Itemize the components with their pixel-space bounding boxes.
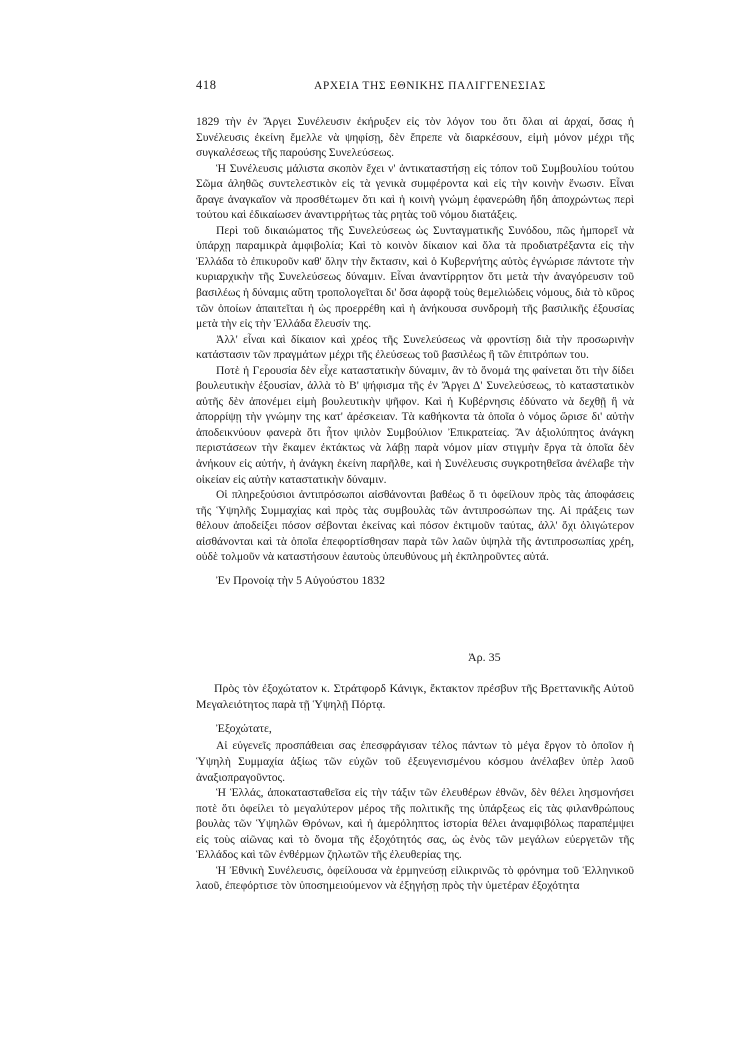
letter-paragraph: Ἡ Ἐθνικὴ Συνέλευσις, ὀφείλουσα νὰ ἑρμηνεύσῃ εἰλικρινῶς τὸ φρόνημα τοῦ Ἑλληνικοῦ λαοῦ, ἐπεφόρτισε τὸν ὑποσημειούμενον νὰ ἐξηγήσῃ πρὸς τὴν ὑμετέραν ἐξοχότητα [196, 863, 634, 893]
paragraph: Ἀλλ' εἶναι καὶ δίκαιον καὶ χρέος τῆς Συνελεύσεως νὰ φροντίσῃ διὰ τὴν προσωρινὴν κατάστασιν τῶν πραγμάτων μέχρι τῆς ἐλεύσεως τοῦ βασιλέως ἢ τῶν ἐπιτρόπων του. [196, 332, 634, 362]
paragraph: Ποτὲ ἡ Γερουσία δὲν εἶχε καταστατικὴν δύναμιν, ἂν τὸ ὄνομά της φαίνεται ὅτι τὴν δίδει βουλευτικὴν ἐξουσίαν, ἀλλὰ τὸ Β' ψήφισμα τῆς ἐν Ἄργει Δ' Συνελεύσεως, τὸ καταστατικὸν αὐτῆς δὲν ἀπονέμει εἰμὴ βουλευτικὴν ψῆφον. Καὶ ἡ Κυβέρνησις ἐδύνατο νὰ δεχθῇ ἢ νὰ ἀπορρίψῃ τὴν γνώμην της κατ' ἀρέσκειαν. Τὰ καθήκοντα τὰ ὁποῖα ὁ νόμος ὥρισε δι' αὐτὴν ἀποδεικνύουν φανερὰ ὅτι ἦτον ψιλὸν Συμβούλιον Ἐπικρατείας. Ἂν ἀξιολύπητος ἀνάγκη περιστάσεων τὴν ἔκαμεν ἐκτάκτως νὰ λάβῃ παρὰ νόμον μίαν στιγμὴν ἔργα τὰ ὁποῖα δὲν ἀνήκουν εἰς αὐτήν, ἡ ἀνάγκη ἐκείνη παρῆλθε, καὶ ἡ Συνέλευσις συγκροτηθεῖσα ἀνέλαβε τὴν οἰκείαν εἰς αὐτὴν καταστατικὴν δύναμιν. [196, 363, 634, 486]
page-header [196, 78, 634, 100]
paragraph: Οἱ πληρεξούσιοι ἀντιπρόσωποι αἰσθάνονται βαθέως ὅ τι ὀφείλουν πρὸς τὰς ἀποφάσεις τῆς Ὑψηλῆς Συμμαχίας καὶ πρὸς τὰς συμβουλὰς τῶν ἀντιπροσώπων της. Αἱ πράξεις των θέλουν ἀποδείξει πόσον σέβονται ἐκείνας καὶ πόσον ἐκτιμοῦν ταύτας, ἀλλ' ὄχι ὀλιγώτερον αἰσθάνονται καὶ τὰ ὁποῖα ἐπεφορτίσθησαν παρὰ τῶν λαῶν ὑψηλὰ τῆς ἀντιπροσωπίας χρέη, οὐδὲ τολμοῦν νὰ καταστήσουν ἑαυτοὺς ὑπευθύνους μὴ ἐκπληροῦντες αὐτά. [196, 488, 634, 564]
document-number: Ἀρ. 35 [468, 649, 501, 664]
salutation: Ἐξοχώτατε, [216, 721, 272, 736]
letter-paragraph: Ἡ Ἑλλάς, ἀποκατασταθεῖσα εἰς τὴν τάξιν τῶν ἐλευθέρων ἐθνῶν, δὲν θέλει λησμονήσει ποτὲ ὅτι ὀφείλει τὸ μεγαλύτερον μέρος τῆς πολιτικῆς της ὑπάρξεως εἰς τὰς φιλανθρώπους βουλὰς τῶν Ὑψηλῶν Θρόνων, καὶ ἡ ἀμερόληπτος ἱστορία θέλει ἀναμφιβόλως παραπέμψει εἰς τοὺς αἰῶνας καὶ τὸ ὄνομα τῆς ἐξοχότητός σας, ὡς ἑνὸς τῶν μεγάλων εὐεργετῶν τῆς Ἑλλάδος καὶ τῶν ἐνθέρμων ζηλωτῶν τῆς ἐλευθερίας της. [196, 786, 634, 862]
paragraph: 1829 τὴν ἐν Ἄργει Συνέλευσιν ἐκήρυξεν εἰς τὸν λόγον του ὅτι ὅλαι αἱ ἀρχαί, ὅσας ἡ Συνέλευσις ἐκείνη ἔμελλε νὰ ψηφίσῃ, δὲν ἔπρεπε νὰ διαρκέσουν, εἰμὴ μόνον μέχρι τῆς συγκαλέσεως τῆς παρούσης Συνελεύσεως. [196, 115, 634, 160]
running-title: ΑΡΧΕΙΑ ΤΗΣ ΕΘΝΙΚΗΣ ΠΑΛΙΓΓΕΝΕΣΙΑΣ [314, 80, 546, 92]
dateline: Ἐν Προνοίᾳ τὴν 5 Αὐγούστου 1832 [216, 572, 386, 587]
paragraph: Ἡ Συνέλευσις μάλιστα σκοπὸν ἔχει ν' ἀντικαταστήσῃ εἰς τόπον τοῦ Συμβουλίου τούτου Σῶμα ἀληθῶς συντελεστικὸν εἰς τὰ γενικὰ συμφέροντα καὶ εἰς τὴν κοινὴν ἕνωσιν. Εἶναι ἄραγε ἀναγκαῖον νὰ προσθέτωμεν ὅτι καὶ ἡ κοινὴ γνώμη ἐφανερώθη ἤδη ἀποχρώντως περὶ τούτου καὶ ἐδικαίωσεν ἀναντιρρήτως τὰς ρητὰς τοῦ νόμου διατάξεις. [196, 161, 634, 222]
addressee: Πρὸς τὸν ἐξοχώτατον κ. Στράτφορδ Κάνιγκ, ἔκτακτον πρέσβυν τῆς Βρεττανικῆς Αὐτοῦ Μεγαλειότητος παρὰ τῇ Ὑψηλῇ Πόρτᾳ. [196, 680, 634, 711]
page-number: 418 [196, 78, 217, 92]
paragraph: Περὶ τοῦ δικαιώματος τῆς Συνελεύσεως ὡς Συνταγματικῆς Συνόδου, πῶς ἠμπορεῖ νὰ ὑπάρχῃ παραμικρὰ ἀμφιβολία; Καὶ τὸ κοινὸν δίκαιον καὶ ὅλα τὰ προδιατρέξαντα εἰς τὴν Ἑλλάδα τὸ ἐπικυροῦν καθ' ὅλην τὴν ἔκτασιν, καὶ ὁ Κυβερνήτης αὐτὸς ἐγνώρισε πάντοτε τὴν κυριαρχικὴν τῆς Συνελεύσεως δύναμιν. Εἶναι ἀναντίρρητον ὅτι μετὰ τὴν ἀναγόρευσιν τοῦ βασιλέως ἡ δύναμις αὕτη τροπολογεῖται δι' ὅσα ἀφορᾷ τοὺς θεμελιώδεις νόμους, διὰ τὸ κῦρος τῶν ὁποίων ἀπαιτεῖται ἡ ὡς προερρέθη καὶ ἡ ἀνήκουσα συνδρομὴ τῆς βασιλικῆς ἐξουσίας μετὰ τὴν εἰς τὴν Ἑλλάδα ἔλευσίν της. [196, 223, 634, 331]
letter-body [196, 738, 634, 893]
body-text [196, 114, 634, 565]
letter-paragraph: Αἱ εὐγενεῖς προσπάθειαι σας ἐπεσφράγισαν τέλος πάντων τὸ μέγα ἔργον τὸ ὁποῖον ἡ Ὑψηλὴ Συμμαχία ἀξίως τῶν εὐχῶν τοῦ ἐξευγενισμένου κόσμου ἀνέλαβεν ὑπὲρ λαοῦ ἀναξιοπραγοῦντος. [196, 739, 634, 784]
